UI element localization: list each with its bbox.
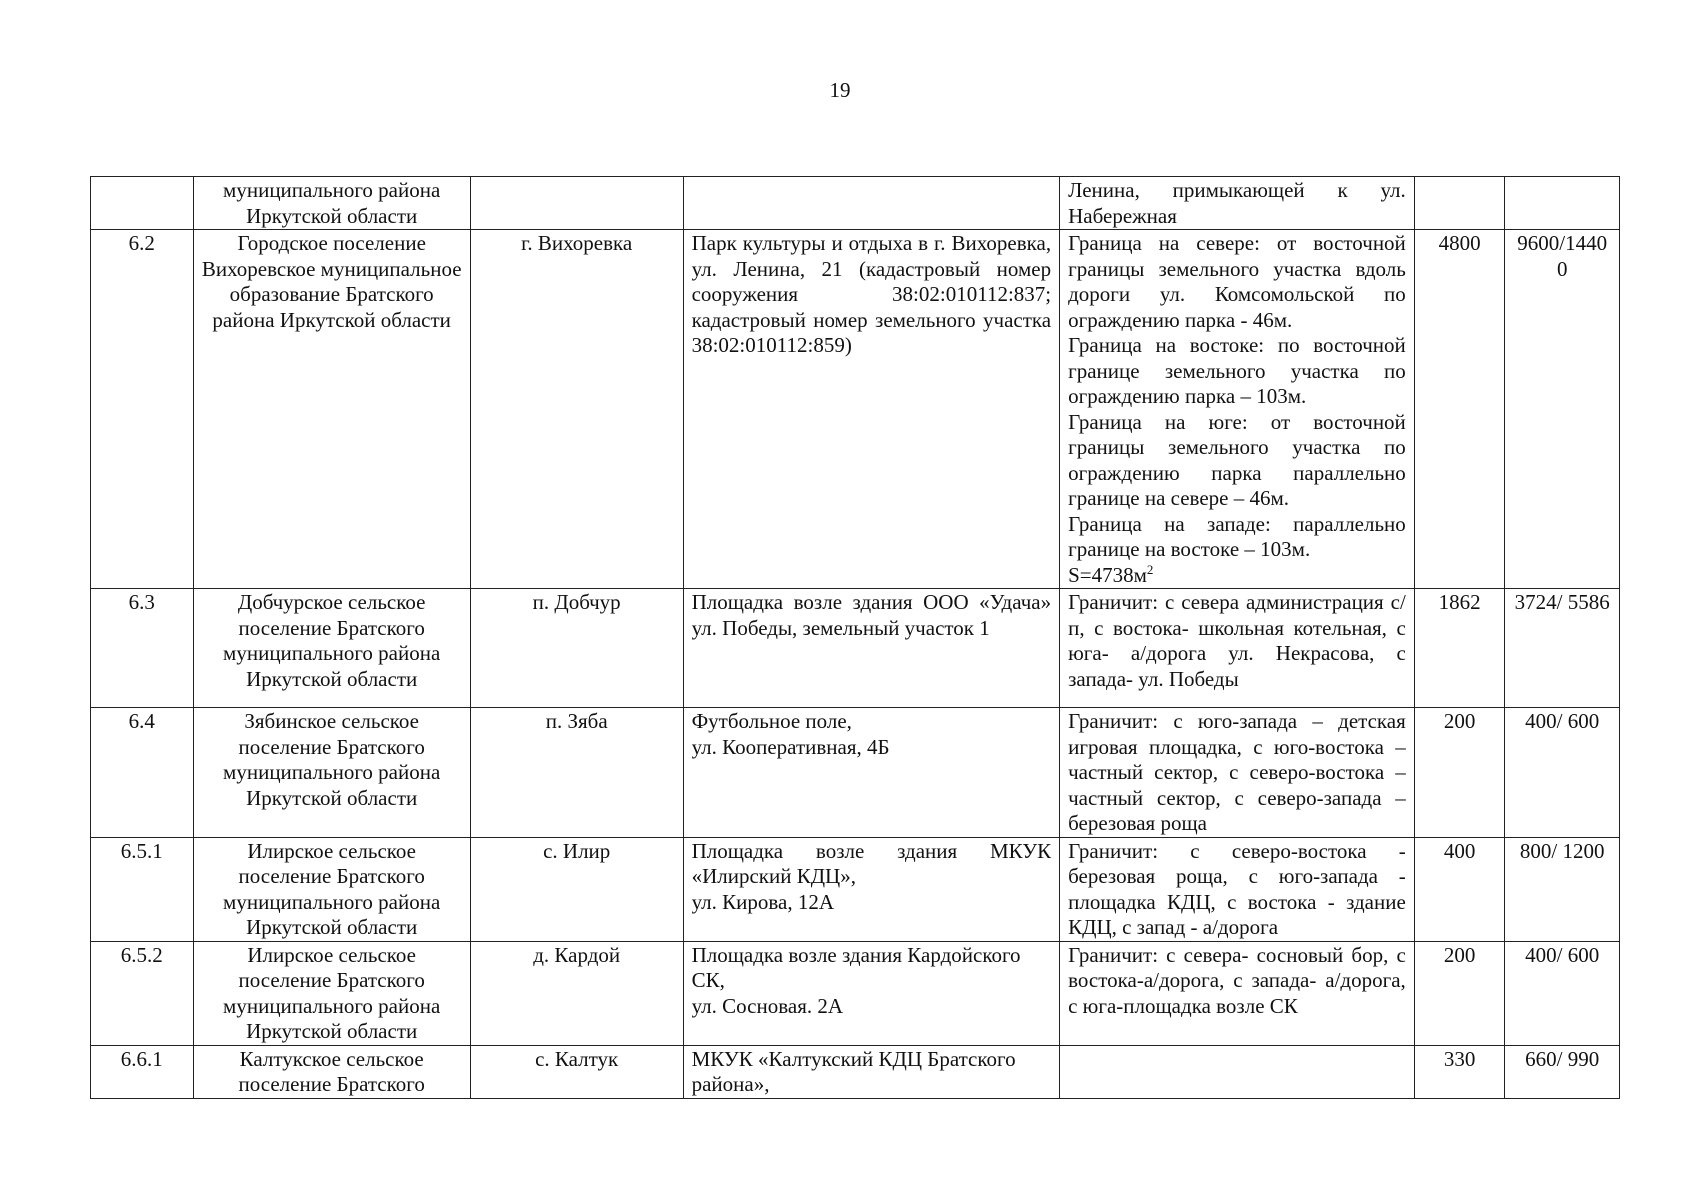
boundaries-cell [1060, 837, 1415, 941]
row-number-cell: 6.3 [91, 589, 194, 708]
locality-cell: д. Кардой [470, 941, 683, 1045]
total-area-unit-power: 2 [1146, 561, 1154, 577]
row-number-cell: 6.2 [91, 230, 194, 589]
boundaries-cell [1060, 708, 1415, 838]
area-cell [1414, 177, 1505, 230]
capacity-cell: 800/ 1200 [1505, 837, 1620, 941]
area-cell: 200 [1414, 708, 1505, 838]
object-cell [683, 177, 1060, 230]
capacity-cell: 3724/ 5586 [1505, 589, 1620, 708]
area-cell: 1862 [1414, 589, 1505, 708]
area-cell: 4800 [1414, 230, 1505, 589]
boundary-east: Граница на востоке: по восточной границе земельного участка по ограждению парка – 103м. [1068, 333, 1406, 408]
area-cell: 200 [1414, 941, 1505, 1045]
municipality-cell: Зябинское сельское поселение Братского муниципального района Иркутской области [193, 708, 470, 838]
area-cell: 330 [1414, 1045, 1505, 1098]
object-name: Футбольное поле, [691, 709, 852, 733]
capacity-cell: 660/ 990 [1505, 1045, 1620, 1098]
municipality-cell: Илирское сельское поселение Братского муниципального района Иркутской области [193, 941, 470, 1045]
locality-cell: п. Добчур [470, 589, 683, 708]
total-area [1068, 563, 1406, 589]
table-row [91, 941, 1620, 1045]
object-cell: Площадка возле здания ООО «Удача» ул. Победы, земельный участок 1 [683, 589, 1060, 708]
row-number-cell: 6.6.1 [91, 1045, 194, 1098]
object-name: Площадка возле здания Кардойского СК, [691, 942, 1021, 992]
object-cell: Парк культуры и отдыха в г. Вихоревка, ул. Ленина, 21 (кадастровый номер сооружения 38:02:010112:837; кадастровый номер земельного участка 38:02:010112:859) [683, 230, 1060, 589]
municipality-cell: Городское поселение Вихоревское муниципальное образование Братского района Иркутской области [193, 230, 470, 589]
municipality-cell: Калтукское сельское поселение Братского [193, 1045, 470, 1098]
locality-cell [470, 177, 683, 230]
object-cell [683, 941, 1060, 1045]
object-cell [683, 837, 1060, 941]
boundary-text: Ленина, примыкающей к ул. Набережная [1068, 178, 1406, 228]
capacity-cell [1505, 177, 1620, 230]
table-row [91, 708, 1620, 838]
row-number-cell [91, 177, 194, 230]
boundaries-cell [1060, 589, 1415, 708]
capacity-cell: 400/ 600 [1505, 941, 1620, 1045]
boundary-text: Граничит: с юго-запада – детская игровая площадка, с юго-востока – частный сектор, с северо-востока – частный сектор, с северо-запада – березовая роща [1068, 709, 1406, 835]
boundary-north: Граница на севере: от восточной границы земельного участка вдоль дороги ул. Комсомольской по ограждению парка - 46м. [1068, 231, 1406, 332]
table-row [91, 837, 1620, 941]
area-cell: 400 [1414, 837, 1505, 941]
page-number: 19 [829, 78, 851, 102]
row-number-cell: 6.4 [91, 708, 194, 838]
object-cell [683, 708, 1060, 838]
municipality-cell: Илирское сельское поселение Братского муниципального района Иркутской области [193, 837, 470, 941]
locality-cell: п. Зяба [470, 708, 683, 838]
object-address: ул. Кирова, 12А [691, 889, 835, 914]
boundary-text: Граничит: с севера- сосновый бор, с востока-а/дорога, с запада- а/дорога, с юга-площадка возле СК [1068, 942, 1406, 1018]
boundaries-cell [1060, 177, 1415, 230]
object-name: Площадка возле здания МКУК «Илирский КДЦ», [691, 838, 1052, 888]
locality-cell: с. Илир [470, 837, 683, 941]
object-address: ул. Сосновая. 2А [691, 993, 844, 1018]
boundaries-cell [1060, 230, 1415, 589]
boundary-west: Граница на западе: параллельно границе на востоке – 103м. [1068, 511, 1406, 561]
object-address: ул. Кооперативная, 4Б [691, 734, 890, 759]
boundaries-cell [1060, 941, 1415, 1045]
row-number-cell: 6.5.2 [91, 941, 194, 1045]
boundary-text: Граничит: с севера администрация с/п, с востока- школьная котельная, с юга- а/дорога ул. Некрасова, с запада- ул. Победы [1068, 590, 1406, 691]
total-area-value: S=4738м [1068, 562, 1147, 587]
municipality-cell: муниципального района Иркутской области [193, 177, 470, 230]
table-row [91, 589, 1620, 708]
capacity-cell: 400/ 600 [1505, 708, 1620, 838]
boundary-text: Граничит: с северо-востока - березовая роща, с юго-запада - площадка КДЦ, с востока - здание КДЦ, с запад - а/дорога [1068, 838, 1406, 939]
locality-cell: г. Вихоревка [470, 230, 683, 589]
municipality-cell: Добчурское сельское поселение Братского муниципального района Иркутской области [193, 589, 470, 708]
capacity-cell: 9600/14400 [1505, 230, 1620, 589]
object-cell: МКУК «Калтукский КДЦ Братского района», [683, 1045, 1060, 1098]
table-row [91, 1045, 1620, 1098]
table-row [91, 177, 1620, 230]
boundaries-cell [1060, 1045, 1415, 1098]
sites-table [90, 176, 1620, 1099]
table-row [91, 230, 1620, 589]
boundary-south: Граница на юге: от восточной границы земельного участка по ограждению парка параллельно границе на севере – 46м. [1068, 409, 1406, 510]
row-number-cell: 6.5.1 [91, 837, 194, 941]
locality-cell: с. Калтук [470, 1045, 683, 1098]
